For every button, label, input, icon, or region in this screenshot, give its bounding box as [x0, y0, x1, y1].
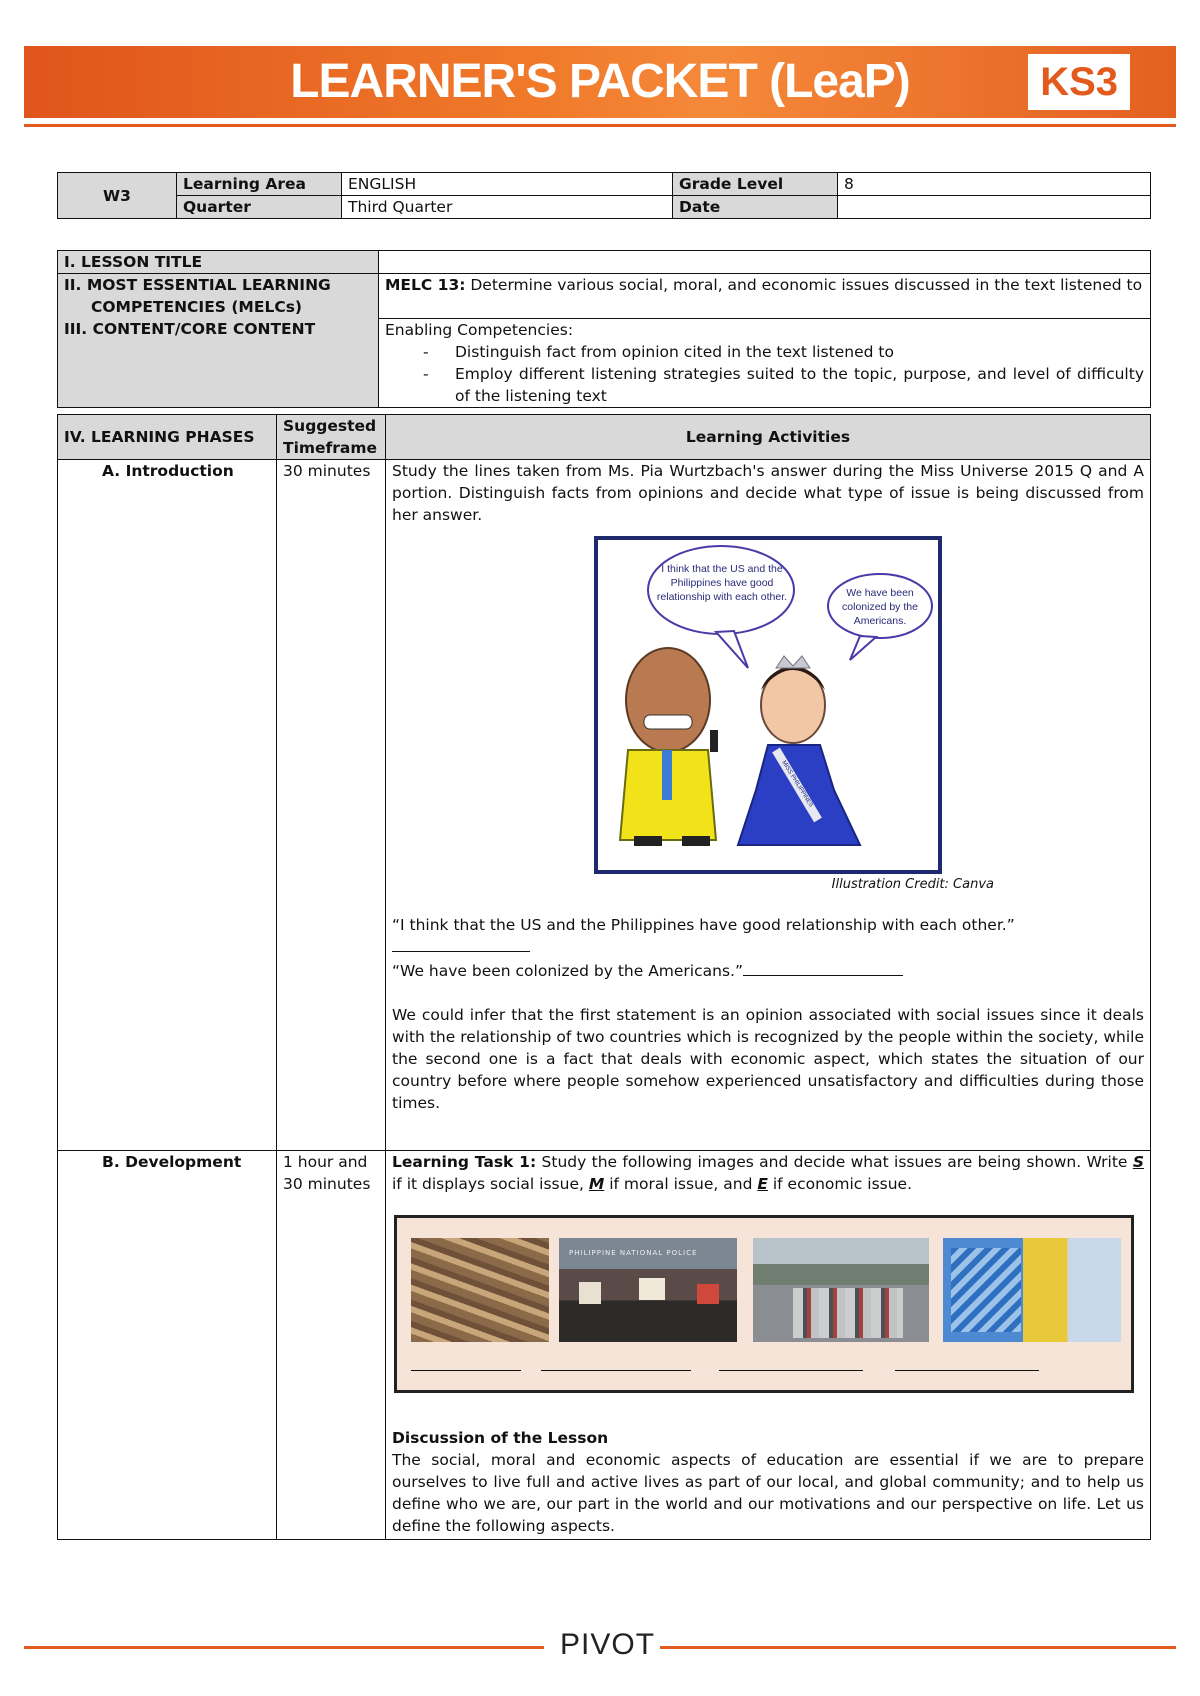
task-text: if moral issue, and: [604, 1175, 758, 1193]
date-label: Date: [673, 196, 838, 219]
answer-line-2[interactable]: [541, 1370, 691, 1371]
photo-protest-rally: [559, 1238, 737, 1342]
answer-line-3[interactable]: [719, 1370, 863, 1371]
melc-label-line1: II. MOST ESSENTIAL LEARNING: [64, 276, 331, 294]
quote-1-answer-line: [392, 936, 1144, 958]
melc-cell: [379, 274, 1151, 319]
banner-underline: [24, 124, 1176, 127]
discussion-heading: Discussion of the Lesson: [392, 1429, 609, 1447]
task-label: Learning Task 1:: [392, 1153, 537, 1171]
phases-header-col2: Suggested Timeframe: [277, 415, 386, 460]
introduction-instructions: Study the lines taken from Ms. Pia Wurtzbach's answer during the Miss Universe 2015 Q and A portion. Distinguish facts from opinions and decide what type of issue is being discussed from her answer.: [392, 462, 1144, 524]
quote-2-answer-line: [743, 961, 903, 976]
content-label: III. CONTENT/CORE CONTENT: [64, 320, 316, 338]
task-text: if it displays social issue,: [392, 1175, 589, 1193]
quote-2: “We have been colonized by the Americans.”: [392, 962, 743, 980]
lesson-title-label: I. LESSON TITLE: [58, 251, 379, 274]
pivot-logo: PIVOT: [560, 1628, 656, 1661]
melc-label-cell: [58, 274, 379, 408]
moral-letter: M: [588, 1175, 605, 1193]
banner-title: LEARNER'S PACKET (LeaP): [290, 55, 910, 108]
lesson-title-value: [379, 251, 1151, 274]
photo-money-vendor: [943, 1238, 1121, 1342]
learning-area-value: ENGLISH: [342, 173, 673, 196]
melc-label-line2: COMPETENCIES (MELCs): [91, 298, 303, 316]
enabling-item: - Employ different listening strategies suited to the topic, purpose, and level of difficulty of the listening text: [423, 365, 1144, 405]
learning-phases-table: [57, 414, 1151, 1540]
introduction-label: A. Introduction: [58, 460, 277, 1151]
quote-2-row: [392, 960, 1144, 982]
header-info-table: [57, 172, 1151, 219]
task-text: if economic issue.: [767, 1175, 913, 1193]
economic-letter: E: [757, 1175, 768, 1193]
answer-line-4[interactable]: [895, 1370, 1039, 1371]
enabling-item-text: Distinguish fact from opinion cited in the text listened to: [455, 343, 894, 361]
discussion-paragraph: The social, moral and economic aspects of education are essential if we are to prepare ourselves to live full and active lives as part of our local, and global community; and to help us define who we are, our part in the world and our motivations and our perspective on life. Let us define the following aspects.: [392, 1451, 1144, 1535]
melc-text: Determine various social, moral, and economic issues discussed in the text listened to: [465, 276, 1143, 294]
enabling-heading: Enabling Competencies:: [385, 321, 574, 339]
header-banner: [24, 46, 1176, 118]
introduction-time: 30 minutes: [277, 460, 386, 1151]
development-time: 1 hour and 30 minutes: [277, 1151, 386, 1540]
cartoon-illustration: [594, 536, 942, 874]
enabling-competencies-cell: [379, 319, 1151, 408]
learning-area-label: Learning Area: [177, 173, 342, 196]
photo-traffic-jam: [753, 1238, 929, 1342]
melc-code: MELC 13:: [385, 276, 466, 294]
inference-paragraph: We could infer that the first statement is an opinion associated with social issues since it deals with the relationship of two countries which is recognized by the people within the society, while the second one is a fact that deals with economic aspect, which states the situation of our country before where people somehow experienced unsatisfactory and difficulties during those times.: [392, 1006, 1144, 1112]
development-activities: [386, 1151, 1151, 1540]
cartoon-drawing: [598, 540, 938, 870]
quarter-label: Quarter: [177, 196, 342, 219]
grade-level-value: 8: [838, 173, 1151, 196]
social-letter: S: [1132, 1153, 1144, 1171]
introduction-activities: [386, 460, 1151, 1151]
lesson-info-table: [57, 250, 1151, 408]
speech-bubble-2: We have been colonized by the Americans.: [842, 587, 918, 627]
issue-photos-box: [394, 1215, 1134, 1393]
photo-police-sign: PHILIPPINE NATIONAL POLICE: [569, 1249, 698, 1257]
quarter-value: Third Quarter: [342, 196, 673, 219]
development-label: B. Development: [58, 1151, 277, 1540]
photo-slum-housing: [411, 1238, 549, 1342]
illustration-credit: Illustration Credit: Canva: [831, 877, 994, 892]
speech-bubble-1: I think that the US and the Philippines have good relationship with each other.: [656, 563, 788, 603]
footer-line-left: [24, 1646, 544, 1649]
grade-level-label: Grade Level: [673, 173, 838, 196]
enabling-item: - Distinguish fact from opinion cited in the text listened to: [423, 343, 894, 361]
phases-header-col1: IV. LEARNING PHASES: [58, 415, 277, 460]
quote-1: “I think that the US and the Philippines have good relationship with each other.”: [392, 916, 1015, 934]
phases-header-col3: Learning Activities: [386, 415, 1151, 460]
footer-line-right: [660, 1646, 1176, 1649]
sash-text: MISS PHILIPPINES: [780, 759, 814, 809]
task-text: Study the following images and decide what issues are being shown. Write: [536, 1153, 1133, 1171]
date-value: [838, 196, 1151, 219]
week-cell: W3: [58, 173, 177, 219]
ks3-badge: KS3: [1028, 54, 1130, 110]
enabling-item-text: Employ different listening strategies suited to the topic, purpose, and level of difficulty of the listening text: [455, 365, 1144, 405]
answer-line-1[interactable]: [411, 1370, 521, 1371]
learning-task-instructions: [392, 1151, 1144, 1195]
